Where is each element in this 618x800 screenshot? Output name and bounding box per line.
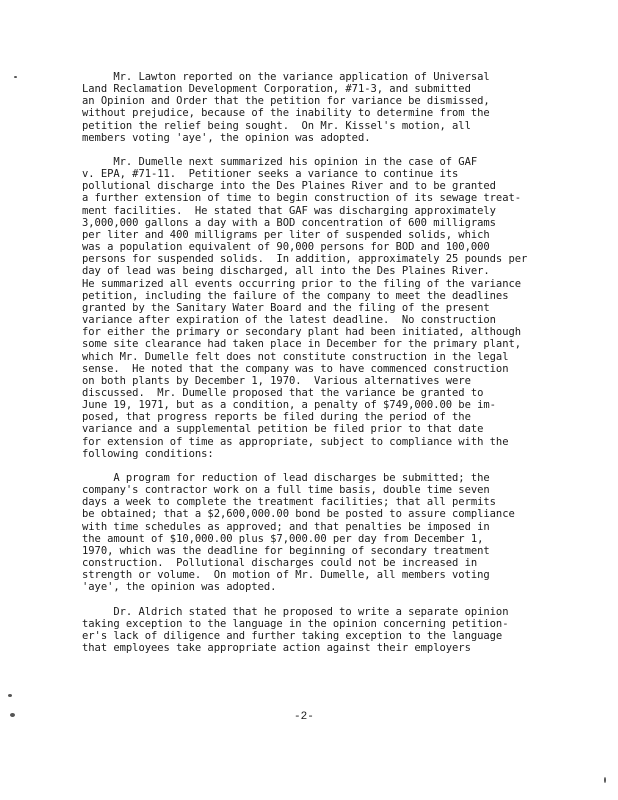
text-line: petition the relief being sought. On Mr. Kissel's motion, all (82, 119, 471, 132)
scan-speck (10, 713, 15, 717)
text-line: on both plants by December 1, 1970. Various alternatives were (82, 374, 471, 387)
text-line: Land Reclamation Development Corporation, #71-3, and submitted (82, 83, 471, 96)
paragraph-aldrich-separate-opinion (82, 606, 552, 655)
text-line: per liter and 400 milligrams per liter of suspended solids, which (82, 228, 490, 241)
text-line: an Opinion and Order that the petition for variance be dismissed, (82, 95, 490, 108)
text-line: v. EPA, #71-11. Petitioner seeks a variance to continue its (82, 168, 459, 181)
text-line: posed, that progress reports be filed during the period of the (82, 411, 471, 424)
text-line: days a week to complete the treatment facilities; that all permits (82, 496, 496, 509)
text-line: variance and a supplemental petition be filed prior to that date (82, 423, 484, 436)
text-line: Mr. Lawton reported on the variance application of Universal (82, 71, 490, 83)
text-line: Mr. Dumelle next summarized his opinion in the case of GAF (82, 156, 478, 168)
scan-speck (8, 694, 12, 697)
paragraph-universal-land-reclamation (82, 71, 552, 144)
text-line: be obtained; that a $2,600,000.00 bond be posted to assure compliance (82, 508, 515, 521)
text-line: members voting 'aye', the opinion was adopted. (82, 131, 371, 144)
text-line: day of lead was being discharged, all into the Des Plaines River. (82, 265, 490, 278)
text-line: A program for reduction of lead discharges be submitted; the (82, 472, 490, 484)
text-line: granted by the Sanitary Water Board and the filing of the present (82, 301, 490, 314)
scan-speck (604, 777, 606, 783)
text-line: company's contractor work on a full time basis, double time seven (82, 484, 490, 497)
text-line: was a population equivalent of 90,000 persons for BOD and 100,000 (82, 241, 490, 254)
scan-speck (14, 76, 17, 78)
text-line: which Mr. Dumelle felt does not constitute construction in the legal (82, 350, 509, 363)
text-line: that employees take appropriate action against their employers (82, 642, 471, 655)
text-line: some site clearance had taken place in December for the primary plant, (82, 338, 522, 351)
text-line: following conditions: (82, 447, 214, 460)
text-line: He summarized all events occurring prior to the filing of the variance (82, 277, 522, 290)
text-line: sense. He noted that the company was to have commenced construction (82, 362, 509, 375)
paragraph-variance-conditions (82, 472, 552, 594)
text-line: variance after expiration of the latest deadline. No construction (82, 314, 496, 327)
text-line: 'aye', the opinion was adopted. (82, 581, 277, 594)
text-line: without prejudice, because of the inability to determine from the (82, 107, 490, 120)
text-line: construction. Pollutional discharges could not be increased in (82, 557, 478, 570)
text-line: for either the primary or secondary plant had been initiated, although (82, 326, 522, 339)
text-line: persons for suspended solids. In addition, approximately 25 pounds per (82, 253, 528, 266)
text-line: with time schedules as approved; and that penalties be imposed in (82, 520, 490, 533)
paragraph-gaf-variance-summary (82, 156, 552, 460)
text-line: the amount of $10,000.00 plus $7,000.00 per day from December 1, (82, 532, 484, 545)
text-line: 3,000,000 gallons a day with a BOD concentration of 600 milligrams (82, 216, 496, 229)
text-line: taking exception to the language in the opinion concerning petition- (82, 618, 509, 631)
text-line: er's lack of diligence and further taking exception to the language (82, 630, 503, 643)
text-line: strength or volume. On motion of Mr. Dumelle, all members voting (82, 569, 490, 582)
text-line: 1970, which was the deadline for beginning of secondary treatment (82, 544, 490, 557)
text-line: discussed. Mr. Dumelle proposed that the variance be granted to (82, 386, 484, 399)
text-line: for extension of time as appropriate, subject to compliance with the (82, 435, 509, 448)
text-line: ment facilities. He stated that GAF was discharging approximately (82, 204, 496, 217)
page-number: -2- (294, 711, 314, 723)
text-line: petition, including the failure of the company to meet the deadlines (82, 289, 509, 302)
text-line: June 19, 1971, but as a condition, a penalty of $749,000.00 be im- (82, 399, 496, 412)
text-line: pollutional discharge into the Des Plaines River and to be granted (82, 180, 496, 193)
text-line: Dr. Aldrich stated that he proposed to write a separate opinion (82, 606, 509, 618)
text-line: a further extension of time to begin construction of its sewage treat- (82, 192, 522, 205)
